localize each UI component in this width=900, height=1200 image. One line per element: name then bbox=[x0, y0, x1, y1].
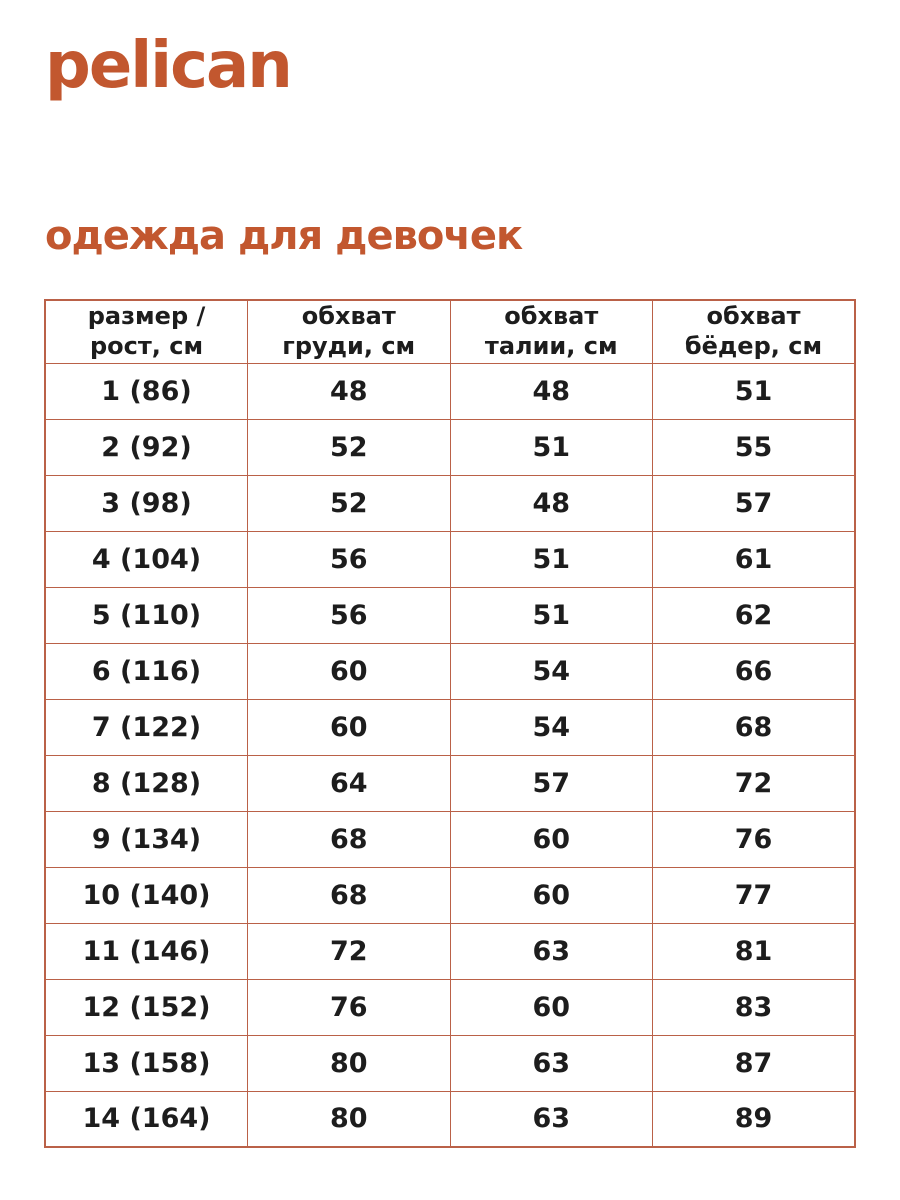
page-title: одежда для девочек bbox=[45, 213, 523, 259]
size-height-cell: 13 (158) bbox=[45, 1035, 248, 1091]
size-height-cell: 4 (104) bbox=[45, 531, 248, 587]
table-row bbox=[45, 979, 855, 1035]
size-height-cell: 10 (140) bbox=[45, 867, 248, 923]
size-height-cell: 8 (128) bbox=[45, 755, 248, 811]
size-height-cell: 1 (86) bbox=[45, 363, 248, 419]
measurement-cell: 68 bbox=[248, 867, 451, 923]
header-row bbox=[45, 300, 855, 363]
measurement-cell: 76 bbox=[653, 811, 856, 867]
measurement-cell: 64 bbox=[248, 755, 451, 811]
measurement-cell: 60 bbox=[248, 643, 451, 699]
measurement-cell: 72 bbox=[248, 923, 451, 979]
measurement-cell: 80 bbox=[248, 1035, 451, 1091]
column-header-size-height bbox=[45, 300, 248, 363]
table-row bbox=[45, 419, 855, 475]
measurement-cell: 57 bbox=[653, 475, 856, 531]
measurement-cell: 68 bbox=[653, 699, 856, 755]
header-line: бёдер, см bbox=[684, 331, 823, 360]
size-table bbox=[44, 299, 856, 1148]
table-row bbox=[45, 1035, 855, 1091]
table-row bbox=[45, 923, 855, 979]
size-height-cell: 6 (116) bbox=[45, 643, 248, 699]
size-height-cell: 14 (164) bbox=[45, 1091, 248, 1147]
measurement-cell: 87 bbox=[653, 1035, 856, 1091]
size-height-cell: 12 (152) bbox=[45, 979, 248, 1035]
measurement-cell: 72 bbox=[653, 755, 856, 811]
table-row bbox=[45, 531, 855, 587]
column-header-hips bbox=[653, 300, 856, 363]
measurement-cell: 52 bbox=[248, 475, 451, 531]
table-row bbox=[45, 475, 855, 531]
table-row bbox=[45, 699, 855, 755]
measurement-cell: 56 bbox=[248, 531, 451, 587]
measurement-cell: 51 bbox=[450, 531, 653, 587]
header-line: талии, см bbox=[484, 331, 618, 360]
header-line: размер / bbox=[87, 302, 206, 331]
measurement-cell: 51 bbox=[653, 363, 856, 419]
measurement-cell: 76 bbox=[248, 979, 451, 1035]
size-table-body bbox=[45, 363, 855, 1147]
measurement-cell: 83 bbox=[653, 979, 856, 1035]
table-row bbox=[45, 867, 855, 923]
table-row bbox=[45, 755, 855, 811]
measurement-cell: 60 bbox=[248, 699, 451, 755]
measurement-cell: 48 bbox=[450, 475, 653, 531]
measurement-cell: 77 bbox=[653, 867, 856, 923]
table-row bbox=[45, 811, 855, 867]
measurement-cell: 60 bbox=[450, 811, 653, 867]
table-row bbox=[45, 1091, 855, 1147]
brand-logo: pelican bbox=[45, 29, 291, 103]
measurement-cell: 63 bbox=[450, 1091, 653, 1147]
measurement-cell: 56 bbox=[248, 587, 451, 643]
measurement-cell: 61 bbox=[653, 531, 856, 587]
measurement-cell: 89 bbox=[653, 1091, 856, 1147]
measurement-cell: 57 bbox=[450, 755, 653, 811]
measurement-cell: 48 bbox=[450, 363, 653, 419]
measurement-cell: 51 bbox=[450, 419, 653, 475]
measurement-cell: 51 bbox=[450, 587, 653, 643]
measurement-cell: 52 bbox=[248, 419, 451, 475]
header-line: рост, см bbox=[89, 331, 204, 360]
measurement-cell: 63 bbox=[450, 923, 653, 979]
table-row bbox=[45, 643, 855, 699]
header-line: обхват bbox=[504, 302, 599, 331]
size-height-cell: 5 (110) bbox=[45, 587, 248, 643]
measurement-cell: 66 bbox=[653, 643, 856, 699]
size-height-cell: 3 (98) bbox=[45, 475, 248, 531]
column-header-chest bbox=[248, 300, 451, 363]
size-height-cell: 2 (92) bbox=[45, 419, 248, 475]
measurement-cell: 80 bbox=[248, 1091, 451, 1147]
measurement-cell: 68 bbox=[248, 811, 451, 867]
measurement-cell: 48 bbox=[248, 363, 451, 419]
measurement-cell: 54 bbox=[450, 699, 653, 755]
header-line: обхват bbox=[706, 302, 801, 331]
measurement-cell: 55 bbox=[653, 419, 856, 475]
table-row bbox=[45, 363, 855, 419]
column-header-waist bbox=[450, 300, 653, 363]
size-table-header bbox=[45, 300, 855, 363]
measurement-cell: 60 bbox=[450, 867, 653, 923]
measurement-cell: 81 bbox=[653, 923, 856, 979]
measurement-cell: 60 bbox=[450, 979, 653, 1035]
size-height-cell: 11 (146) bbox=[45, 923, 248, 979]
size-height-cell: 9 (134) bbox=[45, 811, 248, 867]
header-line: груди, см bbox=[282, 331, 416, 360]
size-height-cell: 7 (122) bbox=[45, 699, 248, 755]
measurement-cell: 63 bbox=[450, 1035, 653, 1091]
measurement-cell: 62 bbox=[653, 587, 856, 643]
table-row bbox=[45, 587, 855, 643]
header-line: обхват bbox=[301, 302, 396, 331]
measurement-cell: 54 bbox=[450, 643, 653, 699]
